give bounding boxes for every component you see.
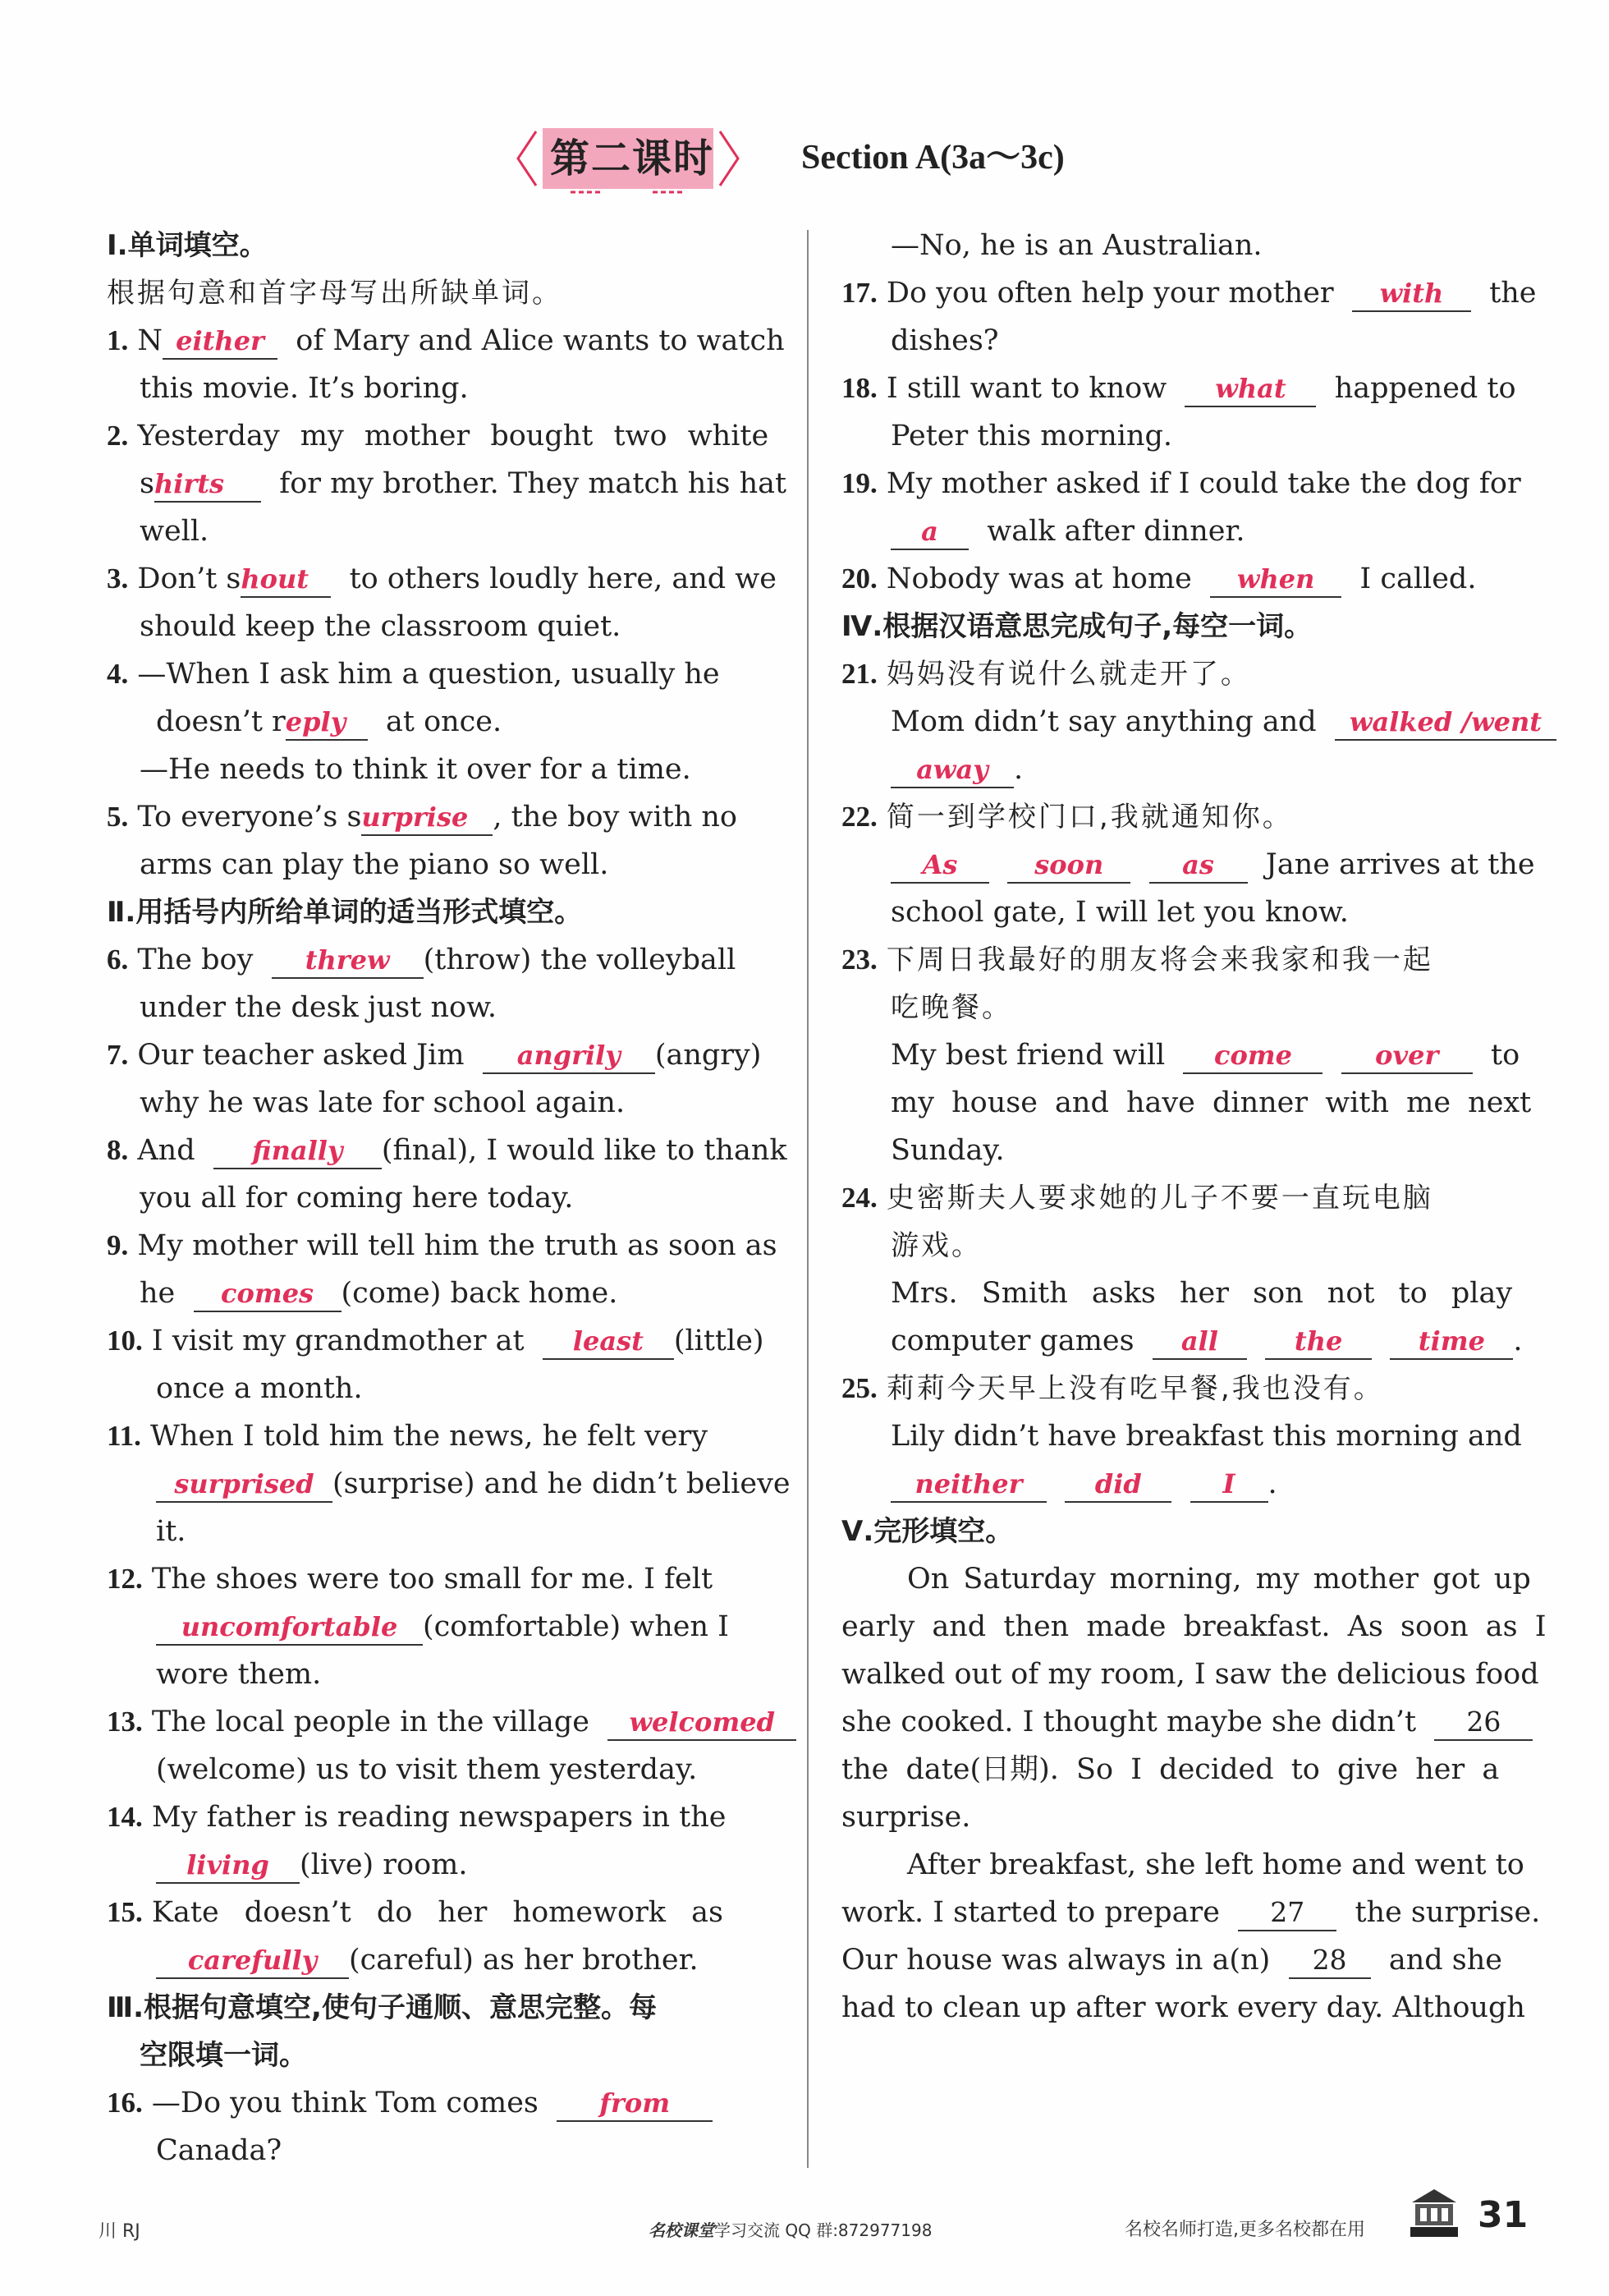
q12-answer: uncomfortable xyxy=(156,1609,423,1646)
q14-line2: living (live) room. xyxy=(107,1841,780,1889)
brand-logo-icon xyxy=(1405,2186,1463,2240)
left-column xyxy=(107,222,791,2174)
footer-qq: 名校课堂学习交流 QQ 群:872977198 xyxy=(649,2220,933,2240)
q23-line5: Sunday. xyxy=(891,1134,1005,1167)
q16-line3: —No, he is an Australian. xyxy=(891,229,1263,262)
section-1-instruction: 根据句意和首字母写出所缺单词。 xyxy=(107,277,562,310)
cloze-p2-line3: Our house was always in a(n) 28 and she xyxy=(841,1936,1515,1984)
q11-line1: 11. When I told him the news, he felt very xyxy=(107,1420,708,1453)
q14-line1: 14. My father is reading newspapers in the xyxy=(107,1801,727,1834)
q17-line1: 17. Do you often help your mother with the xyxy=(841,269,1515,317)
q7-answer: angrily xyxy=(483,1038,655,1074)
q23-line3: My best friend will come over to xyxy=(841,1031,1515,1079)
q8-answer: finally xyxy=(213,1133,382,1169)
q23-answer-2: over xyxy=(1341,1038,1473,1074)
cloze-p1-line5: the date(日期). So I decided to give her a xyxy=(841,1753,1500,1786)
q15-answer: carefully xyxy=(156,1943,349,1979)
section-4-title: Ⅳ.根据汉语意思完成句子,每空一词。 xyxy=(841,610,1313,643)
section-3-title-line1: Ⅲ.根据句意填空,使句子通顺、意思完整。每 xyxy=(107,1991,657,2024)
q12-line1: 12. The shoes were too small for me. I felt xyxy=(107,1563,713,1596)
q6-line1: 6. The boy threw (throw) the volleyball xyxy=(107,936,780,984)
q10-line2: once a month. xyxy=(156,1372,363,1405)
q18-line1: 18. I still want to know what happened to xyxy=(841,365,1515,412)
q2-line2: shirts for my brother. They match his hat xyxy=(107,460,780,507)
q3-answer: hout xyxy=(241,562,331,598)
section-title: Section A(3a～3c) xyxy=(801,139,1065,177)
q11-line3: it. xyxy=(156,1515,186,1548)
cloze-p1-line6: surprise. xyxy=(841,1801,971,1834)
q22-answer-2: soon xyxy=(1007,847,1130,884)
q17-line2: dishes? xyxy=(891,324,999,357)
q1-answer: either xyxy=(163,324,277,360)
q18-answer: what xyxy=(1185,371,1316,407)
q5-line1: 5. To everyone’s surprise , the boy with no xyxy=(107,793,780,841)
q18-line2: Peter this morning. xyxy=(891,420,1173,452)
q23-line1: 23. 下周日我最好的朋友将会来我家和我一起 xyxy=(841,944,1433,976)
q3-line1: 3. Don’t shout to others loudly here, and we xyxy=(107,555,780,603)
section-1-title: Ⅰ.单词填空。 xyxy=(107,229,268,262)
cloze-p2-line2: work. I started to prepare 27 the surprise. xyxy=(841,1889,1515,1936)
q1-line2: this movie. It’s boring. xyxy=(140,372,469,405)
q25-line3: neither did I . xyxy=(841,1460,1515,1508)
q13-answer: welcomed xyxy=(607,1705,796,1741)
q11-answer: surprised xyxy=(156,1467,332,1503)
cloze-p1-line1: On Saturday morning, my mother got up xyxy=(907,1563,1531,1596)
q9-line2: he comes (come) back home. xyxy=(107,1270,780,1317)
q22-line3: school gate, I will let you know. xyxy=(891,896,1349,929)
q4-line3: —He needs to think it over for a time. xyxy=(140,753,691,786)
q15-line1: 15. Kate doesn’t do her homework as xyxy=(107,1896,723,1929)
q2-line3: well. xyxy=(140,515,209,548)
section-3-title-line2: 空限填一词。 xyxy=(140,2039,307,2072)
q21-answer-1: walked /went xyxy=(1335,705,1556,741)
q25-line1: 25. 莉莉今天早上没有吃早餐,我也没有。 xyxy=(841,1372,1384,1405)
q25-answer-1: neither xyxy=(891,1467,1047,1503)
footer-edition: 川 RJ xyxy=(99,2221,140,2242)
cloze-p1-line3: walked out of my room, I saw the delicious food xyxy=(841,1658,1539,1691)
column-divider xyxy=(807,230,809,2168)
q5-answer: urprise xyxy=(361,800,493,836)
q25-answer-2: did xyxy=(1065,1467,1171,1503)
cloze-blank-26: 26 xyxy=(1434,1705,1533,1741)
q22-answer-1: As xyxy=(891,847,989,884)
q24-line1: 24. 史密斯夫人要求她的儿子不要一直玩电脑 xyxy=(841,1182,1433,1215)
q19-line2: a walk after dinner. xyxy=(841,507,1515,555)
badge-label: 第二课时 xyxy=(549,135,714,181)
q16-line1: 16. —Do you think Tom comes from xyxy=(107,2079,780,2127)
cloze-p2-line1: After breakfast, she left home and went to xyxy=(907,1848,1524,1881)
q22-line1: 22. 简一到学校门口,我就通知你。 xyxy=(841,801,1293,833)
q13-line1: 13. The local people in the village welcomed xyxy=(107,1698,780,1746)
footer-slogan: 名校名师打造,更多名校都在用 xyxy=(1125,2220,1365,2240)
q2-answer: hirts xyxy=(154,466,261,503)
q19-line1: 19. My mother asked if I could take the dog for xyxy=(841,467,1521,500)
q12-line2: uncomfortable (comfortable) when I xyxy=(107,1603,780,1651)
q24-answer-1: all xyxy=(1153,1324,1247,1360)
cloze-p1-line4: she cooked. I thought maybe she didn’t 26 xyxy=(841,1698,1515,1746)
cloze-p1-line2: early and then made breakfast. As soon as I xyxy=(841,1610,1547,1643)
q4-line2: doesn’t reply at once. xyxy=(107,698,780,746)
q16-line2: Canada? xyxy=(156,2134,282,2167)
q9-line1: 9. My mother will tell him the truth as soon as xyxy=(107,1229,777,1262)
q12-line3: wore them. xyxy=(156,1658,322,1691)
section-5-title: Ⅴ.完形填空。 xyxy=(841,1515,1014,1548)
q25-answer-3: I xyxy=(1190,1467,1268,1503)
q5-line2: arms can play the piano so well. xyxy=(140,848,609,881)
section-2-title: Ⅱ.用括号内所给单词的适当形式填空。 xyxy=(107,896,583,929)
q19-answer: a xyxy=(891,514,969,550)
q1-line1: 1. N either of Mary and Alice wants to watch xyxy=(107,317,780,365)
q14-answer: living xyxy=(156,1848,300,1884)
lesson-badge xyxy=(513,123,743,194)
q24-line4: computer games all the time . xyxy=(841,1317,1515,1365)
q23-line2: 吃晚餐。 xyxy=(891,991,1012,1024)
q20-answer: when xyxy=(1210,562,1341,598)
q20-line1: 20. Nobody was at home when I called. xyxy=(841,555,1515,603)
q21-line1: 21. 妈妈没有说什么就走开了。 xyxy=(841,658,1251,691)
q24-answer-3: time xyxy=(1390,1324,1513,1360)
q6-answer: threw xyxy=(272,943,424,979)
footer-brand: 名校课堂 xyxy=(649,2220,714,2240)
q2-line1: 2. Yesterday my mother bought two white xyxy=(107,420,769,452)
q24-line3: Mrs. Smith asks her son not to play xyxy=(891,1277,1513,1310)
q13-line2: (welcome) us to visit them yesterday. xyxy=(156,1753,698,1786)
q17-answer: with xyxy=(1352,276,1471,312)
q23-answer-1: come xyxy=(1183,1038,1322,1074)
q25-line2: Lily didn’t have breakfast this morning and xyxy=(891,1420,1522,1453)
q7-line1: 7. Our teacher asked Jim angrily (angry) xyxy=(107,1031,780,1079)
q9-answer: comes xyxy=(194,1276,342,1312)
q11-line2: surprised (surprise) and he didn’t believe xyxy=(107,1460,780,1508)
right-column xyxy=(841,222,1547,2032)
q16-answer: from xyxy=(557,2086,713,2122)
q21-line3: away . xyxy=(841,746,1515,793)
q7-line2: why he was late for school again. xyxy=(140,1086,626,1119)
cloze-p2-line4: had to clean up after work every day. Although xyxy=(841,1991,1525,2024)
page-number: 31 xyxy=(1478,2194,1529,2236)
q10-answer: least xyxy=(543,1324,674,1360)
q23-line4: my house and have dinner with me next xyxy=(891,1086,1532,1119)
q6-line2: under the desk just now. xyxy=(140,991,497,1024)
q22-answer-3: as xyxy=(1149,847,1248,884)
cloze-blank-28: 28 xyxy=(1289,1943,1371,1979)
q3-line2: should keep the classroom quiet. xyxy=(140,610,621,643)
q21-answer-2: away xyxy=(891,752,1014,788)
cloze-blank-27: 27 xyxy=(1238,1895,1336,1931)
q21-line2: Mom didn’t say anything and walked /went xyxy=(841,698,1515,746)
q8-line2: you all for coming here today. xyxy=(140,1182,574,1215)
q22-line2: As soon as Jane arrives at the xyxy=(841,841,1515,889)
q24-answer-2: the xyxy=(1265,1324,1372,1360)
q15-line2: carefully (careful) as her brother. xyxy=(107,1936,780,1984)
q10-line1: 10. I visit my grandmother at least (little) xyxy=(107,1317,780,1365)
q4-answer: eply xyxy=(286,705,368,741)
q4-line1: 4. —When I ask him a question, usually he xyxy=(107,658,720,691)
q8-line1: 8. And finally (final), I would like to thank xyxy=(107,1127,780,1174)
q24-line2: 游戏。 xyxy=(891,1229,982,1262)
